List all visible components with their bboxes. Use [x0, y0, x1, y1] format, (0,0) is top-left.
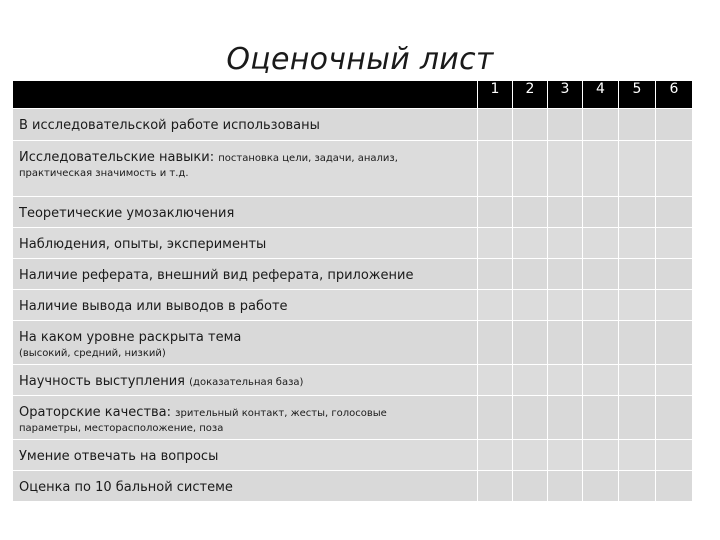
score-cell[interactable]: [656, 259, 693, 290]
criterion-note: (доказательная база): [189, 377, 304, 388]
criterion-cell: [13, 259, 478, 290]
score-cell[interactable]: [478, 259, 513, 290]
table-row: [13, 228, 693, 259]
score-cell[interactable]: [513, 396, 548, 440]
score-cell[interactable]: [478, 290, 513, 321]
score-cell[interactable]: [619, 141, 656, 197]
criterion-cell: [13, 290, 478, 321]
score-cell[interactable]: [478, 396, 513, 440]
criterion-note-line: параметры, месторасположение, поза: [19, 423, 224, 434]
score-cell[interactable]: [548, 321, 583, 365]
score-cell[interactable]: [619, 228, 656, 259]
score-cell[interactable]: [478, 228, 513, 259]
score-cell[interactable]: [513, 259, 548, 290]
score-cell[interactable]: [513, 440, 548, 471]
score-cell[interactable]: [583, 365, 619, 396]
table-row: [13, 259, 693, 290]
score-cell[interactable]: [656, 197, 693, 228]
table-row: [13, 141, 693, 197]
score-cell[interactable]: [548, 197, 583, 228]
score-cell[interactable]: [583, 471, 619, 502]
score-cell[interactable]: [478, 321, 513, 365]
criterion-label: Наблюдения, опыты, эксперименты: [19, 237, 267, 252]
score-cell[interactable]: [513, 228, 548, 259]
score-cell[interactable]: [548, 396, 583, 440]
score-cell[interactable]: [548, 259, 583, 290]
score-cell[interactable]: [583, 290, 619, 321]
score-cell[interactable]: [513, 365, 548, 396]
criterion-cell: [13, 197, 478, 228]
score-cell[interactable]: [478, 197, 513, 228]
criterion-cell: [13, 141, 478, 197]
score-cell[interactable]: [656, 141, 693, 197]
score-cell[interactable]: [619, 321, 656, 365]
table-row: [13, 471, 693, 502]
criterion-cell: [13, 440, 478, 471]
score-cell[interactable]: [513, 109, 548, 141]
criterion-label: Научность выступления: [19, 374, 190, 389]
score-cell[interactable]: [513, 141, 548, 197]
table-row: [13, 396, 693, 440]
criterion-label: На каком уровне раскрыта тема: [19, 330, 242, 345]
criterion-label: Исследовательские навыки:: [19, 150, 219, 165]
score-cell[interactable]: [548, 290, 583, 321]
score-cell[interactable]: [656, 471, 693, 502]
score-cell[interactable]: [548, 440, 583, 471]
score-cell[interactable]: [619, 365, 656, 396]
table-row: [13, 365, 693, 396]
column-header: 3: [548, 81, 583, 109]
criterion-label: Оценка по 10 бальной системе: [19, 480, 233, 495]
score-cell[interactable]: [656, 396, 693, 440]
score-cell[interactable]: [513, 471, 548, 502]
table-row: [13, 440, 693, 471]
score-cell[interactable]: [548, 141, 583, 197]
score-cell[interactable]: [619, 197, 656, 228]
criterion-note: зрительный контакт, жесты, голосовые: [175, 408, 387, 419]
criterion-cell: [13, 365, 478, 396]
score-cell[interactable]: [619, 290, 656, 321]
score-cell[interactable]: [619, 259, 656, 290]
score-cell[interactable]: [478, 365, 513, 396]
criterion-note-line: (высокий, средний, низкий): [19, 348, 166, 359]
score-cell[interactable]: [656, 440, 693, 471]
score-cell[interactable]: [583, 197, 619, 228]
score-cell[interactable]: [583, 321, 619, 365]
evaluation-table: [12, 80, 693, 502]
score-cell[interactable]: [583, 141, 619, 197]
column-header: 6: [656, 81, 693, 109]
criterion-cell: [13, 321, 478, 365]
criterion-label: В исследовательской работе использованы: [19, 118, 320, 133]
score-cell[interactable]: [513, 321, 548, 365]
score-cell[interactable]: [583, 259, 619, 290]
score-cell[interactable]: [656, 228, 693, 259]
table-row: [13, 321, 693, 365]
score-cell[interactable]: [656, 321, 693, 365]
score-cell[interactable]: [619, 471, 656, 502]
criterion-label: Теоретические умозаключения: [19, 206, 235, 221]
score-cell[interactable]: [548, 471, 583, 502]
score-cell[interactable]: [478, 141, 513, 197]
table-row: [13, 109, 693, 141]
score-cell[interactable]: [656, 365, 693, 396]
score-cell[interactable]: [583, 396, 619, 440]
table-row: [13, 197, 693, 228]
header-row: [13, 81, 693, 109]
criterion-cell: [13, 109, 478, 141]
score-cell[interactable]: [478, 109, 513, 141]
score-cell[interactable]: [548, 365, 583, 396]
score-cell[interactable]: [548, 228, 583, 259]
score-cell[interactable]: [583, 440, 619, 471]
score-cell[interactable]: [656, 109, 693, 141]
criterion-label: Наличие вывода или выводов в работе: [19, 299, 288, 314]
criterion-label: Умение отвечать на вопросы: [19, 449, 219, 464]
criterion-note-line: практическая значимость и т.д.: [19, 168, 189, 179]
criterion-label: Наличие реферата, внешний вид реферата, приложение: [19, 268, 414, 283]
column-header: 5: [619, 81, 656, 109]
score-cell[interactable]: [619, 109, 656, 141]
column-header: 1: [478, 81, 513, 109]
criterion-label: Ораторские качества:: [19, 405, 176, 420]
score-cell[interactable]: [583, 228, 619, 259]
header-criteria-cell: [13, 81, 478, 109]
score-cell[interactable]: [478, 471, 513, 502]
score-cell[interactable]: [619, 440, 656, 471]
score-cell[interactable]: [656, 290, 693, 321]
score-cell[interactable]: [513, 290, 548, 321]
column-header: 4: [583, 81, 619, 109]
criterion-cell: [13, 471, 478, 502]
page-title: Оценочный лист: [226, 42, 494, 77]
score-cell[interactable]: [619, 396, 656, 440]
score-cell[interactable]: [513, 197, 548, 228]
table-row: [13, 290, 693, 321]
column-header: 2: [513, 81, 548, 109]
criterion-cell: [13, 396, 478, 440]
criterion-cell: [13, 228, 478, 259]
score-cell[interactable]: [478, 440, 513, 471]
criterion-note: постановка цели, задачи, анализ,: [218, 153, 398, 164]
score-cell[interactable]: [548, 109, 583, 141]
score-cell[interactable]: [583, 109, 619, 141]
